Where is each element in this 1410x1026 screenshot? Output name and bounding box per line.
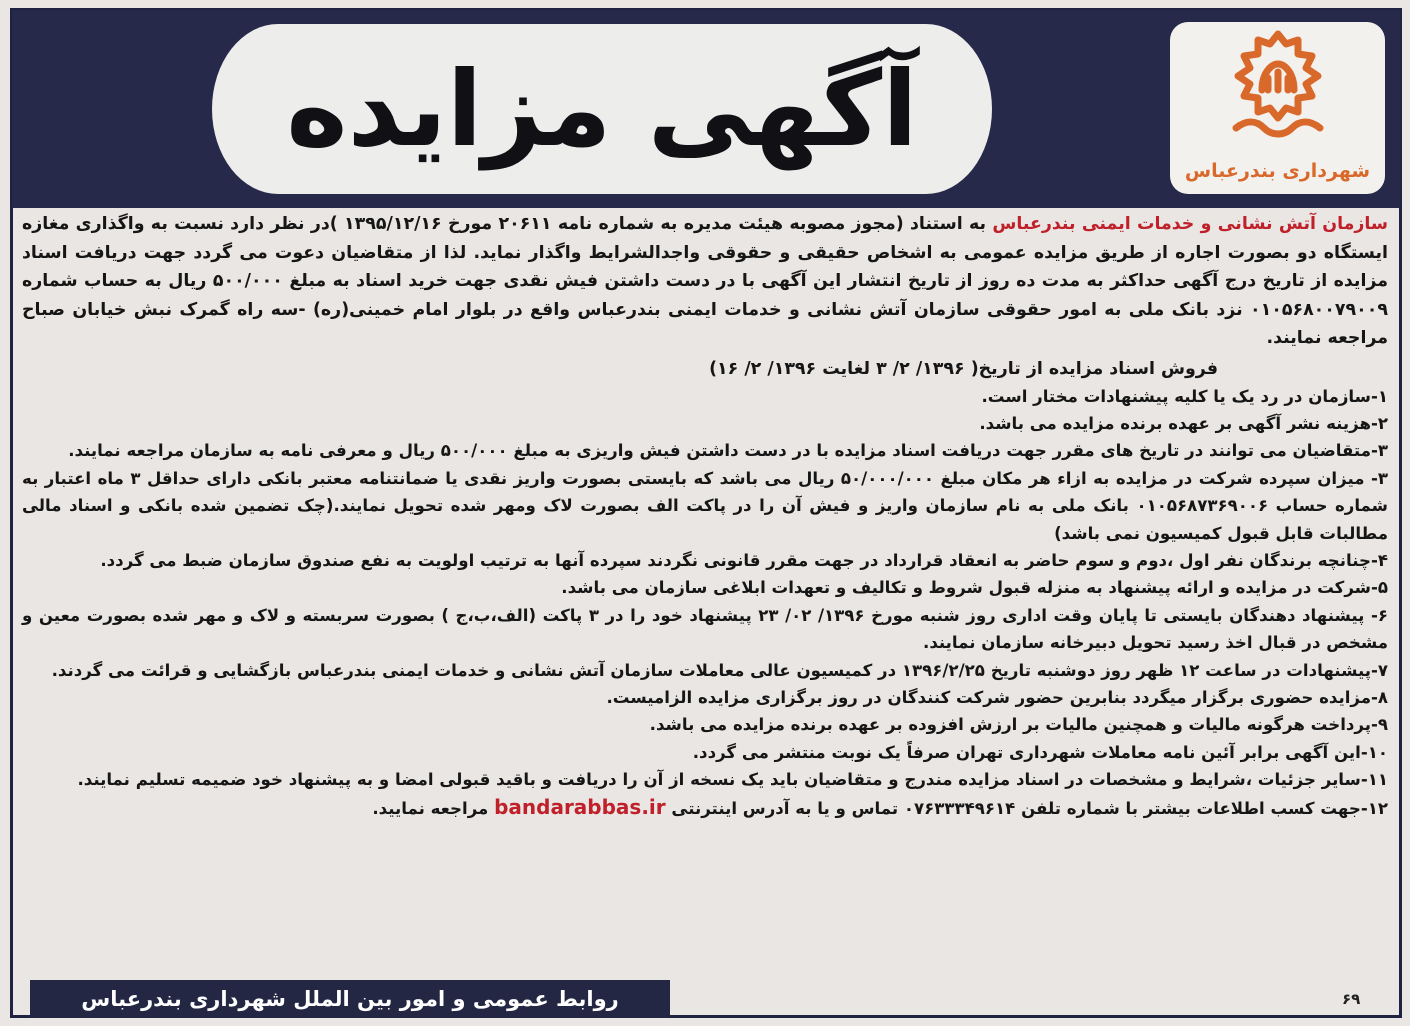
notice-body <box>22 210 1388 974</box>
emblem-icon <box>1222 28 1334 144</box>
intro-paragraph <box>22 210 1388 353</box>
title-text: آگهی مزایده <box>286 48 918 170</box>
footer-banner: روابط عمومی و امور بین الملل شهرداری بندرعباس <box>30 980 670 1018</box>
sale-period: فروش اسناد مزایده از تاریخ( ۱۳۹۶/ ۲/ ۳ لغایت ۱۳۹۶/ ۲/ ۱۶) <box>709 358 1218 379</box>
contact-text: ۱۲-جهت کسب اطلاعات بیشتر با شماره تلفن ۰۷۶۳۳۳۴۹۶۱۴ تماس و یا به آدرس اینترنتی <box>665 798 1388 818</box>
municipality-logo <box>1170 22 1385 194</box>
list-item: ۴-چنانچه برندگان نفر اول ،دوم و سوم حاضر به انعقاد قرارداد در جهت مقرر قانونی نگردند سپرده آنها به ترتیب اولویت به نفع صندوق سازمان ضبط می گردد. <box>100 550 1388 570</box>
list-item: ۱-سازمان در رد یک یا کلیه پیشنهادات مختار است. <box>981 386 1388 406</box>
website-link[interactable]: bandarabbas.ir <box>494 794 666 819</box>
list-item: ۳- میزان سپرده شرکت در مزایده به ازاء هر مکان مبلغ ۵۰/۰۰۰/۰۰۰ ریال می باشد که بایستی بصورت واریز نقدی یا ضمانتنامه معتبر بانکی دارای حداقل ۳ ماه اعتبار به شماره حساب ۰۱۰۵۶۸۷۳۶۹۰۰۶ بانک ملی به نام سازمان واریز و فیش آن را در پاکت الف بصورت لاک ومهر شده تحویل نمایند.(چک تضمین شده بانکی و اسناد مالی مطالبات قابل قبول کمیسیون نمی باشد) <box>22 468 1389 543</box>
list-item: ۸-مزایده حضوری برگزار میگردد بنابرین حضور شرکت کنندگان در روز برگزاری مزایده الزامیست. <box>606 687 1388 707</box>
list-item: ۳-متقاضیان می توانند در تاریخ های مقرر جهت دریافت اسناد مزایده با در دست داشتن فیش واریزی به مبلغ ۵۰۰/۰۰۰ ریال و معرفی نامه به سازمان مراجعه نمایند. <box>68 441 1388 461</box>
list-item: ۲-هزینه نشر آگهی بر عهده برنده مزایده می باشد. <box>979 413 1388 433</box>
list-item: ۶- پیشنهاد دهندگان بایستی تا پایان وقت اداری روز شنبه مورخ ۱۳۹۶/ ۰۲/ ۲۳ پیشنهاد خود را در ۳ پاکت (الف،ب،ج ) بصورت سربسته و لاک و مهر شده بصورت معین و مشخص در قبال اخذ رسید تحویل دبیرخانه سازمان نمایند. <box>22 605 1388 653</box>
list-item: ۵-شرکت در مزایده و ارائه پیشنهاد به منزله قبول شروط و تکالیف و تعهدات ابلاغی سازمان می باشد. <box>561 578 1388 598</box>
organization-name: سازمان آتش نشانی و خدمات ایمنی بندرعباس <box>992 214 1389 234</box>
logo-caption: شهرداری بندرعباس <box>1184 160 1371 182</box>
conditions-list <box>22 383 1388 823</box>
intro-text: به استناد (مجوز مصوبه هیئت مدیره به شماره نامه ۲۰۶۱۱ مورخ ۱۳۹۵/۱۲/۱۶ )در نظر دارد نسبت به واگذاری مغازه ایستگاه دو بصورت اجاره از طریق مزایده عمومی به اشخاص حقیقی و حقوقی واجدالشرایط واگذار نماید. لذا از متقاضیان دعوت می گردد جهت دریافت اسناد مزایده از تاریخ درج آگهی حداکثر به مدت ده روز از تاریخ انتشار این آگهی با در دست داشتن فیش نقدی جهت خرید اسناد به مبلغ ۵۰۰/۰۰۰ ریال به حساب شماره ۰۱۰۵۶۸۰۰۷۹۰۰۹ نزد بانک ملی به امور حقوقی سازمان آتش نشانی و خدمات ایمنی بندرعباس واقع در بلوار امام خمینی(ره) -سه راه گمرک نبش خیابان صباح مراجعه نمایند. <box>22 214 1388 348</box>
list-item: ۱۰-این آگهی برابر آئین نامه معاملات شهرداری تهران صرفاً یک نوبت منتشر می گردد. <box>692 742 1388 762</box>
contact-text-end: مراجعه نمایید. <box>372 798 495 818</box>
list-item: ۷-پیشنهادات در ساعت ۱۲ ظهر روز دوشنبه تاریخ ۱۳۹۶/۲/۲۵ در کمیسیون عالی معاملات سازمان آتش نشانی و خدمات ایمنی بندرعباس بازگشایی و قرائت می گردند. <box>51 660 1388 680</box>
page-title <box>212 24 992 194</box>
list-item-contact <box>22 794 1388 822</box>
list-item: ۱۱-سایر جزئیات ،شرایط و مشخصات در اسناد مزایده مندرج و متقاضیان باید یک نسخه از آن را دریافت و باقید قبولی امضا و به پیشنهاد خود ضمیمه تسلیم نمایند. <box>77 770 1388 790</box>
list-item: ۹-پرداخت هرگونه مالیات و همچنین مالیات بر ارزش افزوده بر عهده برنده مزایده می باشد. <box>649 715 1388 735</box>
page-number: ۶۹ <box>1342 990 1361 1008</box>
